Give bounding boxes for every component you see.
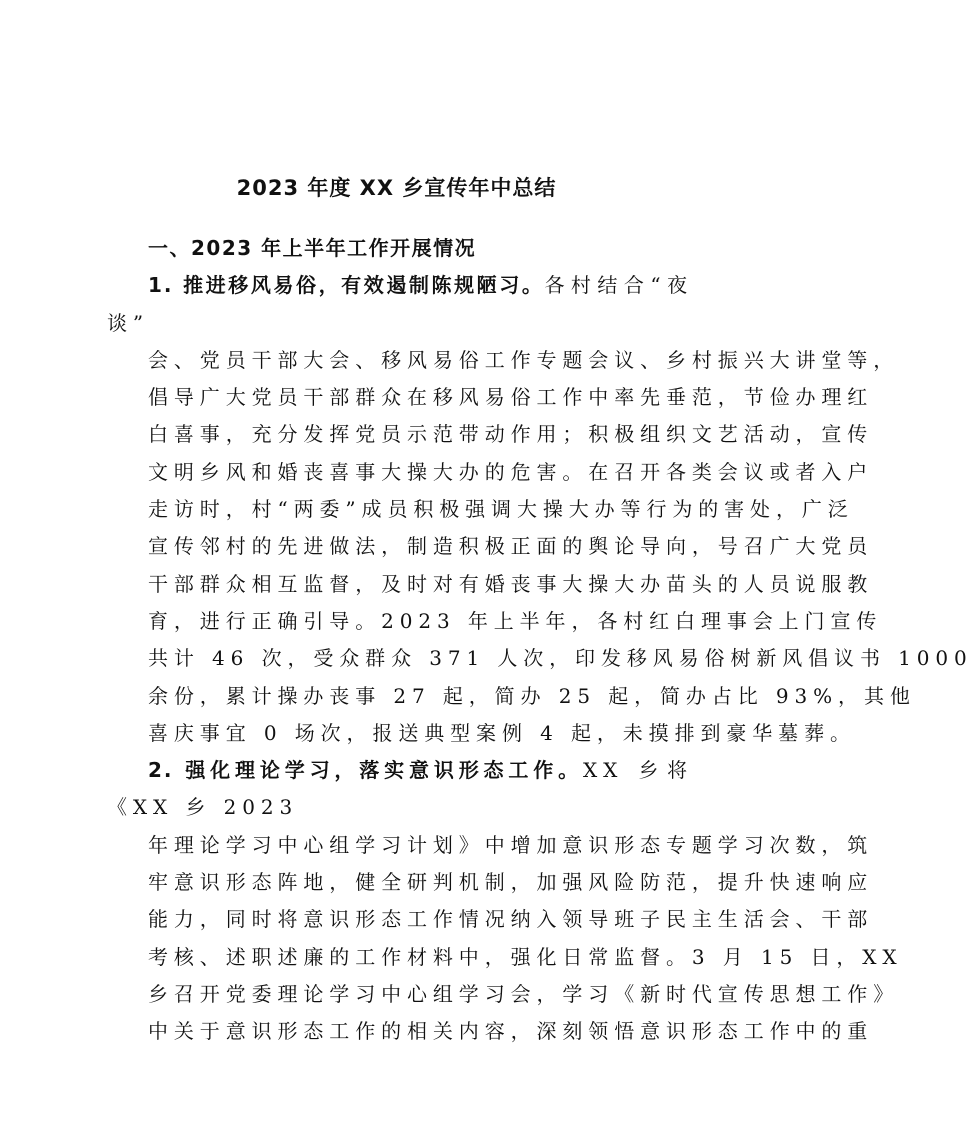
paragraph-2-line: 牢意识形态阵地，健全研判机制，加强风险防范，提升快速响应 [148,870,874,895]
paragraph-1-line: 共计 46 次，受众群众 371 人次，印发移风易俗树新风倡议书 1000 [148,646,973,671]
paragraph-2-line: XX 乡将《XX 乡 2023 [107,758,693,820]
paragraph-1 [107,267,973,752]
paragraph-2 [107,752,903,1050]
paragraph-1-lead: 1. 推进移风易俗，有效遏制陈规陋习。 [148,273,545,298]
paragraph-1-line: 干部群众相互监督，及时对有婚丧事大操大办苗头的人员说服教 [148,571,874,596]
paragraph-1-line: 会、党员干部大会、移风易俗工作专题会议、乡村振兴大讲堂等， [148,347,900,372]
document-body [107,230,973,1051]
paragraph-1-line: 喜庆事宜 0 场次，报送典型案例 4 起，未摸排到豪华墓葬。 [148,720,856,745]
document-title: 2023 年度 XX 乡宣传年中总结 [236,176,557,200]
paragraph-1-line: 文明乡风和婚丧喜事大操大办的危害。在召开各类会议或者入户 [148,459,874,484]
paragraph-1-line: 余份，累计操办丧事 27 起，简办 25 起，简办占比 93%，其他 [148,683,916,708]
paragraph-1-line: 白喜事，充分发挥党员示范带动作用；积极组织文艺活动，宣传 [148,422,874,447]
paragraph-2-lead: 2. 强化理论学习，落实意识形态工作。 [148,758,583,783]
paragraph-2-line: 年理论学习中心组学习计划》中增加意识形态专题学习次数，筑 [148,832,874,857]
paragraph-1-line: 走访时，村“两委”成员积极强调大操大办等行为的害处，广泛 [148,497,854,522]
paragraph-1-line: 倡导广大党员干部群众在移风易俗工作中率先垂范，节俭办理红 [148,385,874,410]
paragraph-2-line: 考核、述职述廉的工作材料中，强化日常监督。3 月 15 日，XX [148,944,903,969]
paragraph-1-line: 育，进行正确引导。2023 年上半年，各村红白理事会上门宣传 [148,608,883,633]
paragraph-2-line: 能力，同时将意识形态工作情况纳入领导班子民主生活会、干部 [148,907,874,932]
paragraph-1-line: 各村结合“夜谈” [107,273,693,335]
section-heading: 一、2023 年上半年工作开展情况 [148,236,477,260]
paragraph-2-line: 乡召开党委理论学习中心组学习会，学习《新时代宣传思想工作》 [148,981,900,1006]
paragraph-1-line: 宣传邻村的先进做法，制造积极正面的舆论导向，号召广大党员 [148,534,874,559]
paragraph-2-line: 中关于意识形态工作的相关内容，深刻领悟意识形态工作中的重 [148,1019,874,1044]
